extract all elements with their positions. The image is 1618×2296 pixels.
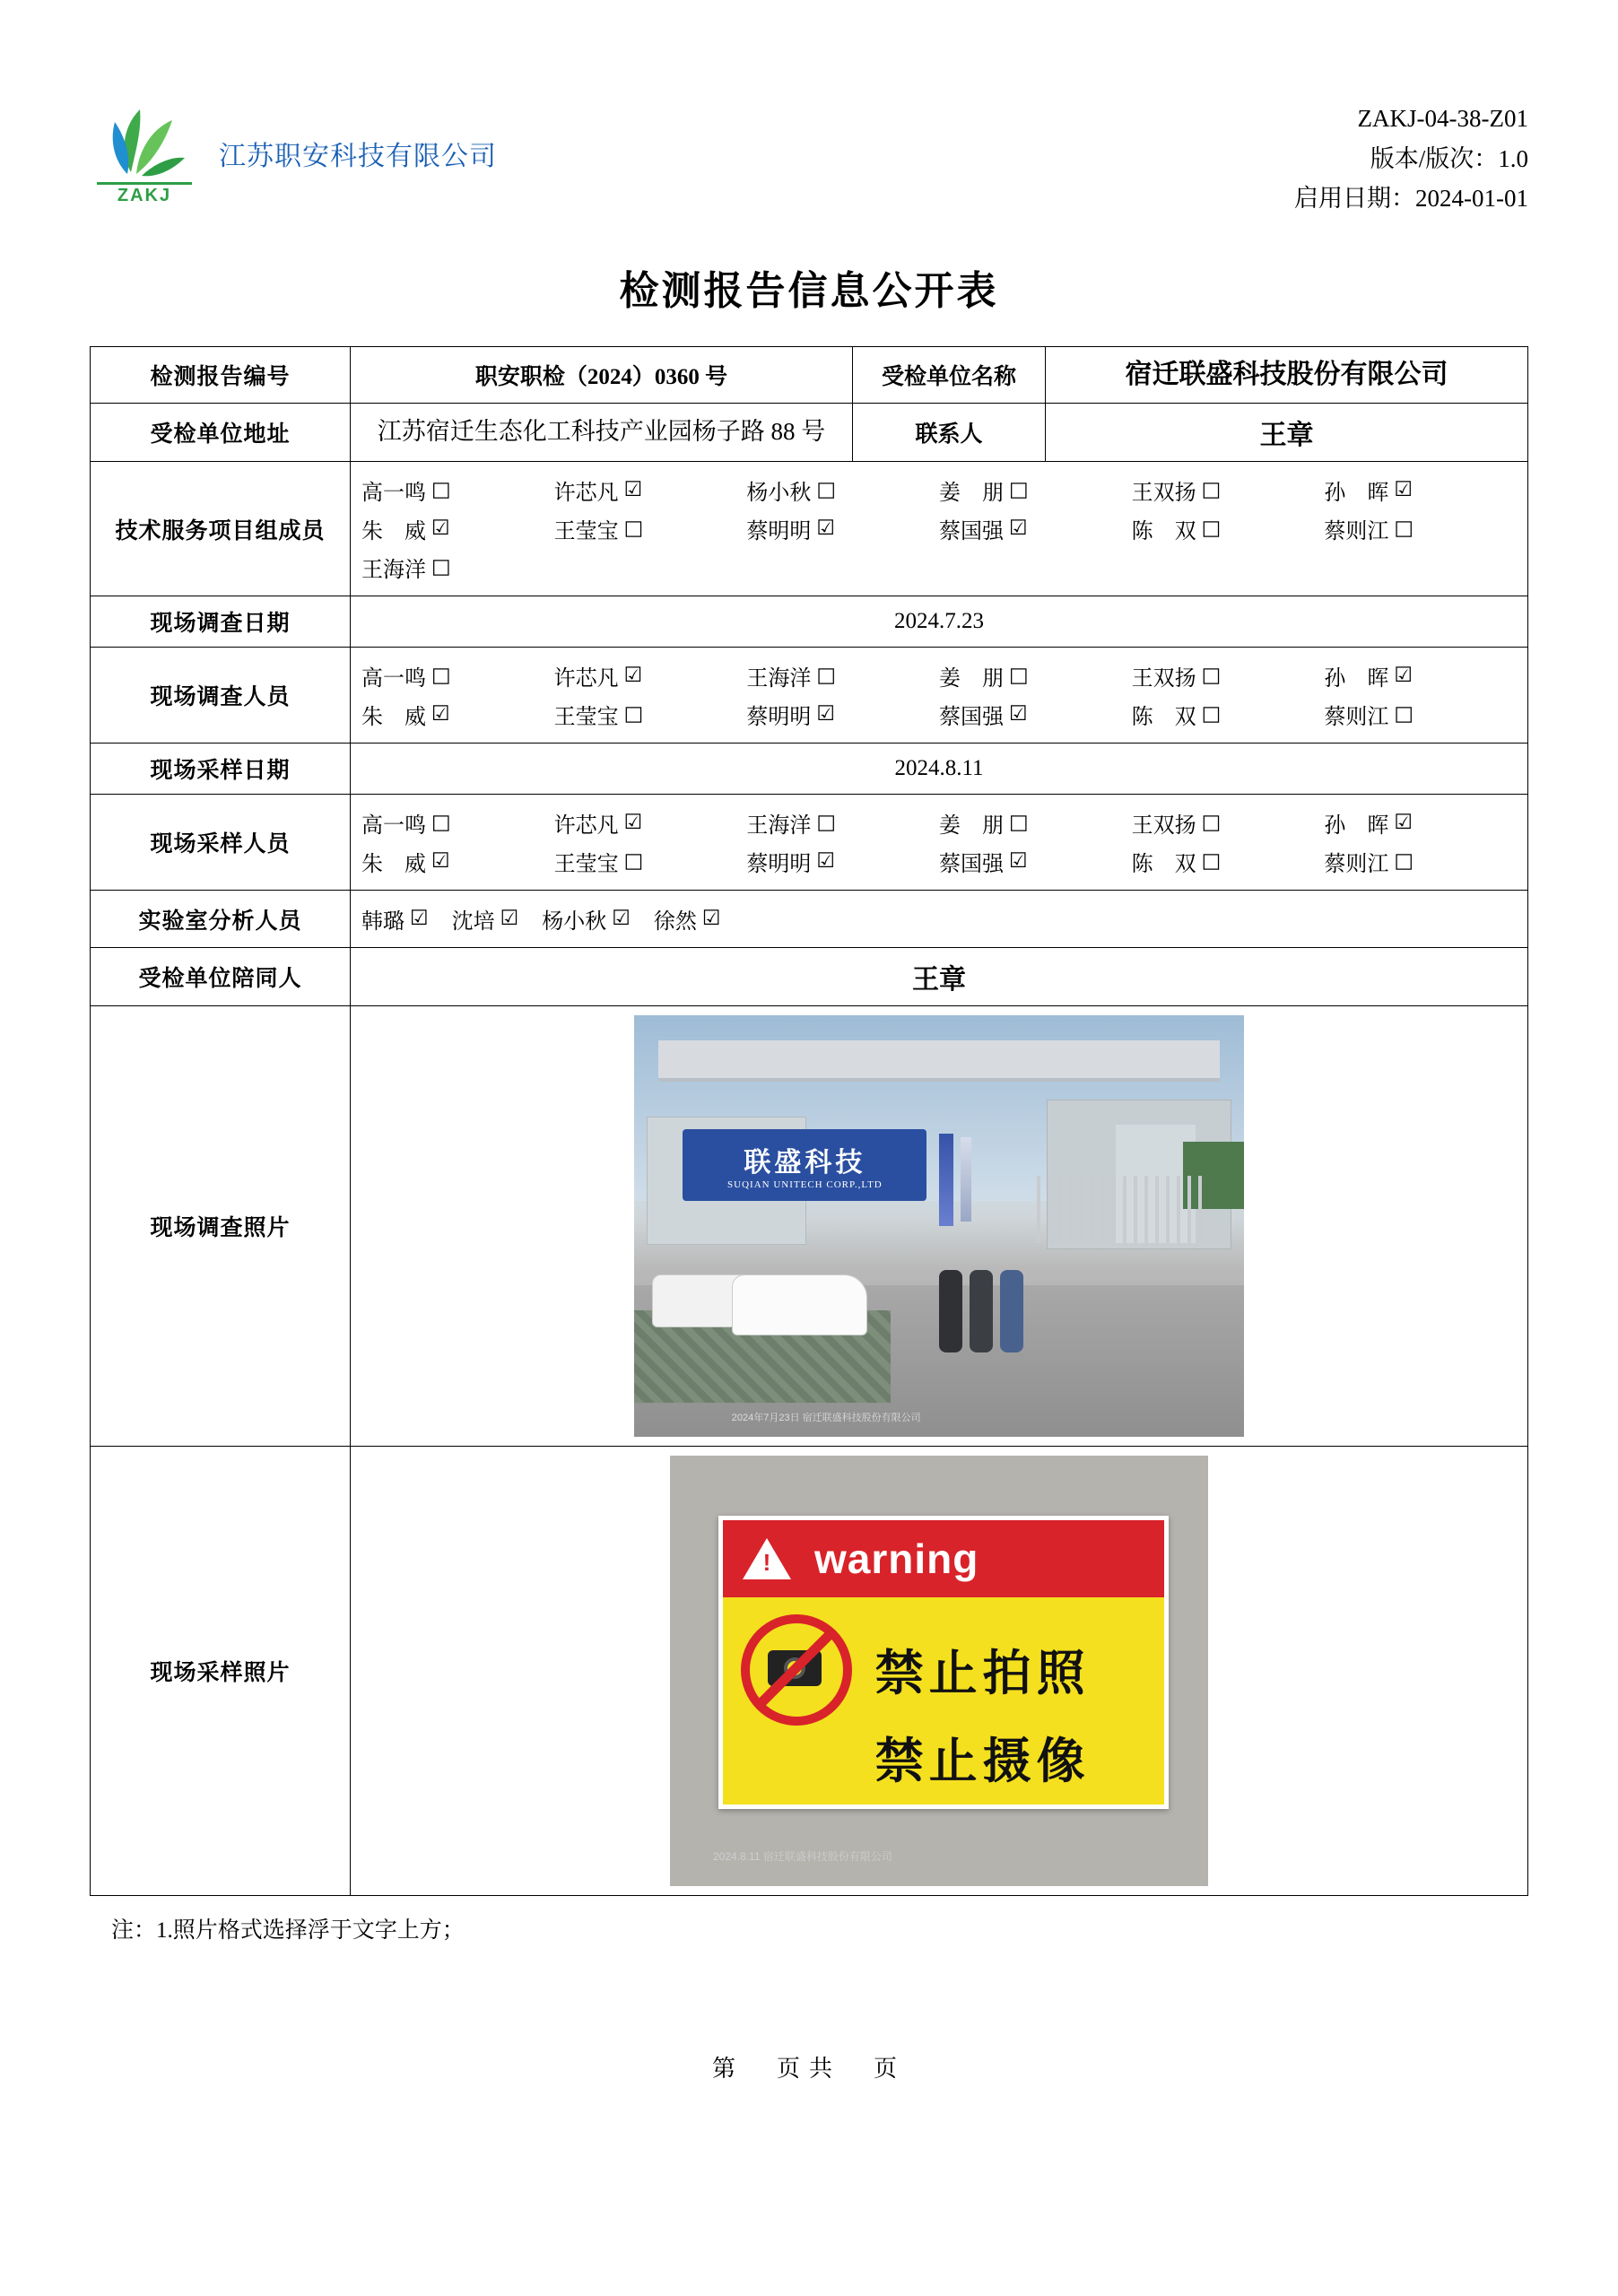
person-checkbox-12[interactable] xyxy=(1324,846,1517,877)
person-name: 孙 晖 xyxy=(1324,482,1389,505)
person-checkbox-12[interactable] xyxy=(1324,699,1517,730)
person-checkbox-9[interactable] xyxy=(746,846,939,877)
checked-box-icon[interactable]: ☑ xyxy=(1009,702,1028,726)
person-checkbox-10[interactable] xyxy=(939,846,1132,877)
person-name: 陈 双 xyxy=(1131,706,1196,729)
value-sample-photo xyxy=(351,1447,1528,1896)
unchecked-box-icon[interactable]: □ xyxy=(623,849,644,873)
unchecked-box-icon[interactable]: □ xyxy=(431,478,451,501)
person-checkbox-3[interactable] xyxy=(542,903,631,935)
person-name: 陈 双 xyxy=(1131,520,1196,544)
table-row xyxy=(91,404,1528,462)
company-name: 江苏职安科技有限公司 xyxy=(219,142,497,171)
page-number: 第 页共 页 xyxy=(711,2056,906,2082)
no-video-row xyxy=(741,1702,1147,1813)
person-checkbox-6[interactable] xyxy=(1324,474,1517,506)
table-row xyxy=(91,347,1528,404)
label-sample-photo: 现场采样照片 xyxy=(91,1447,351,1896)
unchecked-box-icon[interactable]: □ xyxy=(1009,478,1029,501)
warning-header xyxy=(723,1520,1164,1597)
team-checkbox-grid[interactable] xyxy=(360,471,1518,587)
person-name: 杨小秋 xyxy=(542,910,607,934)
unchecked-box-icon[interactable]: □ xyxy=(816,811,837,834)
logo-text: ZAKJ xyxy=(117,186,172,205)
person-checkbox-2[interactable] xyxy=(452,903,519,935)
person-name: 徐然 xyxy=(653,910,697,934)
person-checkbox-5[interactable] xyxy=(1132,660,1325,691)
unchecked-box-icon[interactable]: □ xyxy=(623,702,644,726)
photo-gate-beam xyxy=(658,1040,1220,1082)
person-name: 许芯凡 xyxy=(553,482,619,505)
document-meta xyxy=(1294,99,1528,219)
person-checkbox-5[interactable] xyxy=(1132,807,1325,839)
person-checkbox-1[interactable] xyxy=(361,474,554,506)
person-checkbox-3[interactable] xyxy=(746,474,939,506)
photo-sign-main: 联盛科技 xyxy=(744,1147,866,1178)
label-sample-date: 现场采样日期 xyxy=(91,744,351,795)
person-checkbox-11[interactable] xyxy=(1132,699,1325,730)
value-unit-addr xyxy=(351,404,853,462)
checked-box-icon[interactable]: ☑ xyxy=(612,907,631,930)
no-video-text: 禁止摄像 xyxy=(874,1735,1091,1789)
value-report-no: 职安职检（2024）0360 号 xyxy=(351,347,853,404)
table-row xyxy=(91,795,1528,891)
person-checkbox-13[interactable] xyxy=(361,552,554,583)
survey-photo-image xyxy=(634,1015,1244,1437)
label-unit-addr: 受检单位地址 xyxy=(91,404,351,462)
person-checkbox-3[interactable] xyxy=(746,807,939,839)
photo-company-sign xyxy=(683,1129,926,1201)
unchecked-box-icon[interactable]: □ xyxy=(1201,517,1222,540)
person-checkbox-10[interactable] xyxy=(939,513,1132,544)
photo-watermark: 2024年7月23日 宿迁联盛科技股份有限公司 xyxy=(731,1412,921,1423)
doc-effective-date: 启用日期：2024-01-01 xyxy=(1294,185,1528,213)
checked-box-icon[interactable]: ☑ xyxy=(701,907,721,930)
table-row xyxy=(91,744,1528,795)
person-checkbox-6[interactable] xyxy=(1324,660,1517,691)
logo-underline xyxy=(97,182,192,185)
person-checkbox-8[interactable] xyxy=(554,699,747,730)
table-row xyxy=(91,1447,1528,1896)
person-name: 韩璐 xyxy=(361,910,404,934)
unchecked-box-icon[interactable]: □ xyxy=(1201,702,1222,726)
doc-code: ZAKJ-04-38-Z01 xyxy=(1357,105,1528,132)
footnote: 注：1.照片格式选择浮于文字上方； xyxy=(111,1918,465,1943)
sample-photo-watermark: 2024.8.11 宿迁联盛科技股份有限公司 xyxy=(713,1850,892,1864)
unchecked-box-icon[interactable]: □ xyxy=(1201,811,1222,834)
person-checkbox-7[interactable] xyxy=(361,846,554,877)
label-accompany: 受检单位陪同人 xyxy=(91,948,351,1006)
person-name: 王双扬 xyxy=(1131,667,1196,691)
unchecked-box-icon[interactable]: □ xyxy=(1201,478,1222,501)
table-row xyxy=(91,891,1528,948)
person-name: 姜 朋 xyxy=(939,482,1004,505)
photo-person-1 xyxy=(939,1270,962,1352)
person-name: 姜 朋 xyxy=(939,667,1004,691)
value-survey-date: 2024.7.23 xyxy=(351,596,1528,648)
survey-checkbox-grid[interactable] xyxy=(360,657,1518,734)
company-logo xyxy=(90,99,199,208)
person-checkbox-9[interactable] xyxy=(746,699,939,730)
person-checkbox-5[interactable] xyxy=(1132,474,1325,506)
value-survey-people xyxy=(351,648,1528,744)
unchecked-box-icon[interactable]: □ xyxy=(1009,811,1029,834)
checked-box-icon[interactable]: ☑ xyxy=(816,849,835,873)
person-checkbox-11[interactable] xyxy=(1132,513,1325,544)
person-name: 王莹宝 xyxy=(553,520,619,544)
value-contact: 王章 xyxy=(1046,404,1528,462)
label-contact: 联系人 xyxy=(853,404,1046,462)
warning-text: warning xyxy=(814,1535,979,1582)
person-name: 蔡国强 xyxy=(939,853,1004,876)
unchecked-box-icon[interactable]: □ xyxy=(431,555,451,578)
photo-person-3 xyxy=(1000,1270,1023,1352)
checked-box-icon[interactable]: ☑ xyxy=(431,702,450,726)
person-name: 姜 朋 xyxy=(939,814,1004,838)
no-photo-text: 禁止拍照 xyxy=(874,1647,1091,1701)
document-header xyxy=(90,99,1528,233)
photo-person-2 xyxy=(970,1270,993,1352)
unit-addr-text: 江苏宿迁生态化工科技产业园杨子路 88 号 xyxy=(377,418,826,446)
person-checkbox-7[interactable] xyxy=(361,699,554,730)
checked-box-icon[interactable]: ☑ xyxy=(431,517,450,540)
warning-triangle-icon xyxy=(743,1538,791,1579)
person-name: 蔡明明 xyxy=(746,706,812,729)
checked-box-icon[interactable]: ☑ xyxy=(1394,664,1413,687)
person-checkbox-1[interactable] xyxy=(361,660,554,691)
person-checkbox-1[interactable] xyxy=(361,903,429,935)
person-name: 王莹宝 xyxy=(553,706,619,729)
unchecked-box-icon[interactable]: □ xyxy=(816,478,837,501)
unchecked-box-icon[interactable]: □ xyxy=(1009,664,1029,687)
checked-box-icon[interactable]: ☑ xyxy=(1394,478,1413,501)
unchecked-box-icon[interactable]: □ xyxy=(1394,517,1414,540)
value-sample-people xyxy=(351,795,1528,891)
value-unit-name xyxy=(1046,347,1528,404)
label-survey-date: 现场调查日期 xyxy=(91,596,351,648)
person-name: 孙 晖 xyxy=(1324,814,1389,838)
person-name: 沈培 xyxy=(451,910,495,934)
label-lab-people: 实验室分析人员 xyxy=(91,891,351,948)
checked-box-icon[interactable]: ☑ xyxy=(431,849,450,873)
person-checkbox-8[interactable] xyxy=(554,846,747,877)
person-name: 朱 威 xyxy=(361,706,426,729)
person-checkbox-3[interactable] xyxy=(746,660,939,691)
value-team xyxy=(351,462,1528,596)
leaf-icon xyxy=(100,102,190,178)
person-checkbox-4[interactable] xyxy=(939,660,1132,691)
person-checkbox-1[interactable] xyxy=(361,807,554,839)
person-name: 王海洋 xyxy=(746,814,812,838)
person-checkbox-6[interactable] xyxy=(1324,807,1517,839)
unchecked-box-icon[interactable]: □ xyxy=(431,811,451,834)
person-name: 蔡国强 xyxy=(939,520,1004,544)
info-table xyxy=(90,346,1528,1896)
person-checkbox-2[interactable] xyxy=(554,474,747,506)
person-name: 高一鸣 xyxy=(361,667,426,691)
checked-box-icon[interactable]: ☑ xyxy=(1009,849,1028,873)
person-name: 蔡则江 xyxy=(1324,520,1389,544)
table-row xyxy=(91,1006,1528,1447)
table-row xyxy=(91,948,1528,1006)
person-name: 王海洋 xyxy=(746,667,812,691)
person-name: 陈 双 xyxy=(1131,853,1196,876)
person-name: 高一鸣 xyxy=(361,482,426,505)
sample-photo-image xyxy=(670,1456,1208,1886)
label-survey-photo: 现场调查照片 xyxy=(91,1006,351,1447)
table-row xyxy=(91,596,1528,648)
person-name: 杨小秋 xyxy=(746,482,812,505)
unchecked-box-icon[interactable]: □ xyxy=(623,517,644,540)
label-team: 技术服务项目组成员 xyxy=(91,462,351,596)
photo-banner-1 xyxy=(939,1134,953,1226)
photo-car-2 xyxy=(732,1274,868,1335)
person-checkbox-12[interactable] xyxy=(1324,513,1517,544)
person-name: 蔡明明 xyxy=(746,520,812,544)
checked-box-icon[interactable]: ☑ xyxy=(410,907,429,930)
unchecked-box-icon[interactable]: □ xyxy=(1394,849,1414,873)
unchecked-box-icon[interactable]: □ xyxy=(1394,702,1414,726)
person-checkbox-4[interactable] xyxy=(939,807,1132,839)
checked-box-icon[interactable]: ☑ xyxy=(623,664,643,687)
page-title: 检测报告信息公开表 xyxy=(619,269,999,313)
lab-checkbox-list[interactable] xyxy=(360,900,1518,938)
person-name: 王双扬 xyxy=(1131,814,1196,838)
label-sample-people: 现场采样人员 xyxy=(91,795,351,891)
person-name: 许芯凡 xyxy=(553,667,619,691)
photo-fence xyxy=(1037,1176,1207,1243)
photo-banner-2 xyxy=(961,1137,971,1222)
person-checkbox-4[interactable] xyxy=(939,474,1132,506)
checked-box-icon[interactable]: ☑ xyxy=(623,811,643,834)
doc-version: 版本/版次：1.0 xyxy=(1370,144,1528,172)
person-name: 朱 威 xyxy=(361,520,426,544)
photo-sign-sub: SUQIAN UNITECH CORP.,LTD xyxy=(727,1178,883,1190)
person-checkbox-8[interactable] xyxy=(554,513,747,544)
person-checkbox-7[interactable] xyxy=(361,513,554,544)
person-checkbox-10[interactable] xyxy=(939,699,1132,730)
person-name: 高一鸣 xyxy=(361,814,426,838)
unchecked-box-icon[interactable]: □ xyxy=(1201,849,1222,873)
label-report-no: 检测报告编号 xyxy=(91,347,351,404)
person-name: 孙 晖 xyxy=(1324,667,1389,691)
person-name: 蔡则江 xyxy=(1324,853,1389,876)
value-survey-photo xyxy=(351,1006,1528,1447)
person-checkbox-11[interactable] xyxy=(1132,846,1325,877)
person-name: 王海洋 xyxy=(361,559,426,582)
checked-box-icon[interactable]: ☑ xyxy=(623,478,643,501)
table-row xyxy=(91,462,1528,596)
checked-box-icon[interactable]: ☑ xyxy=(1394,811,1413,834)
person-checkbox-2[interactable] xyxy=(554,807,747,839)
checked-box-icon[interactable]: ☑ xyxy=(816,517,835,540)
value-lab-people xyxy=(351,891,1528,948)
unchecked-box-icon[interactable]: □ xyxy=(1201,664,1222,687)
checked-box-icon[interactable]: ☑ xyxy=(816,702,835,726)
label-survey-people: 现场调查人员 xyxy=(91,648,351,744)
table-row xyxy=(91,648,1528,744)
label-unit-name: 受检单位名称 xyxy=(853,347,1046,404)
brand-block xyxy=(90,99,497,208)
checked-box-icon[interactable]: ☑ xyxy=(1009,517,1028,540)
value-accompany: 王章 xyxy=(351,948,1528,1006)
unit-name-text: 宿迁联盛科技股份有限公司 xyxy=(1125,360,1448,389)
unchecked-box-icon[interactable]: □ xyxy=(816,664,837,687)
person-name: 蔡则江 xyxy=(1324,706,1389,729)
sample-checkbox-grid[interactable] xyxy=(360,804,1518,881)
checked-box-icon[interactable]: ☑ xyxy=(500,907,519,930)
value-sample-date: 2024.8.11 xyxy=(351,744,1528,795)
person-name: 王莹宝 xyxy=(553,853,619,876)
person-name: 蔡明明 xyxy=(746,853,812,876)
warning-sign xyxy=(718,1516,1169,1809)
person-checkbox-2[interactable] xyxy=(554,660,747,691)
unchecked-box-icon[interactable]: □ xyxy=(431,664,451,687)
person-checkbox-4[interactable] xyxy=(654,903,721,935)
person-name: 蔡国强 xyxy=(939,706,1004,729)
person-checkbox-9[interactable] xyxy=(746,513,939,544)
person-name: 朱 威 xyxy=(361,853,426,876)
person-name: 许芯凡 xyxy=(553,814,619,838)
person-name: 王双扬 xyxy=(1131,482,1196,505)
